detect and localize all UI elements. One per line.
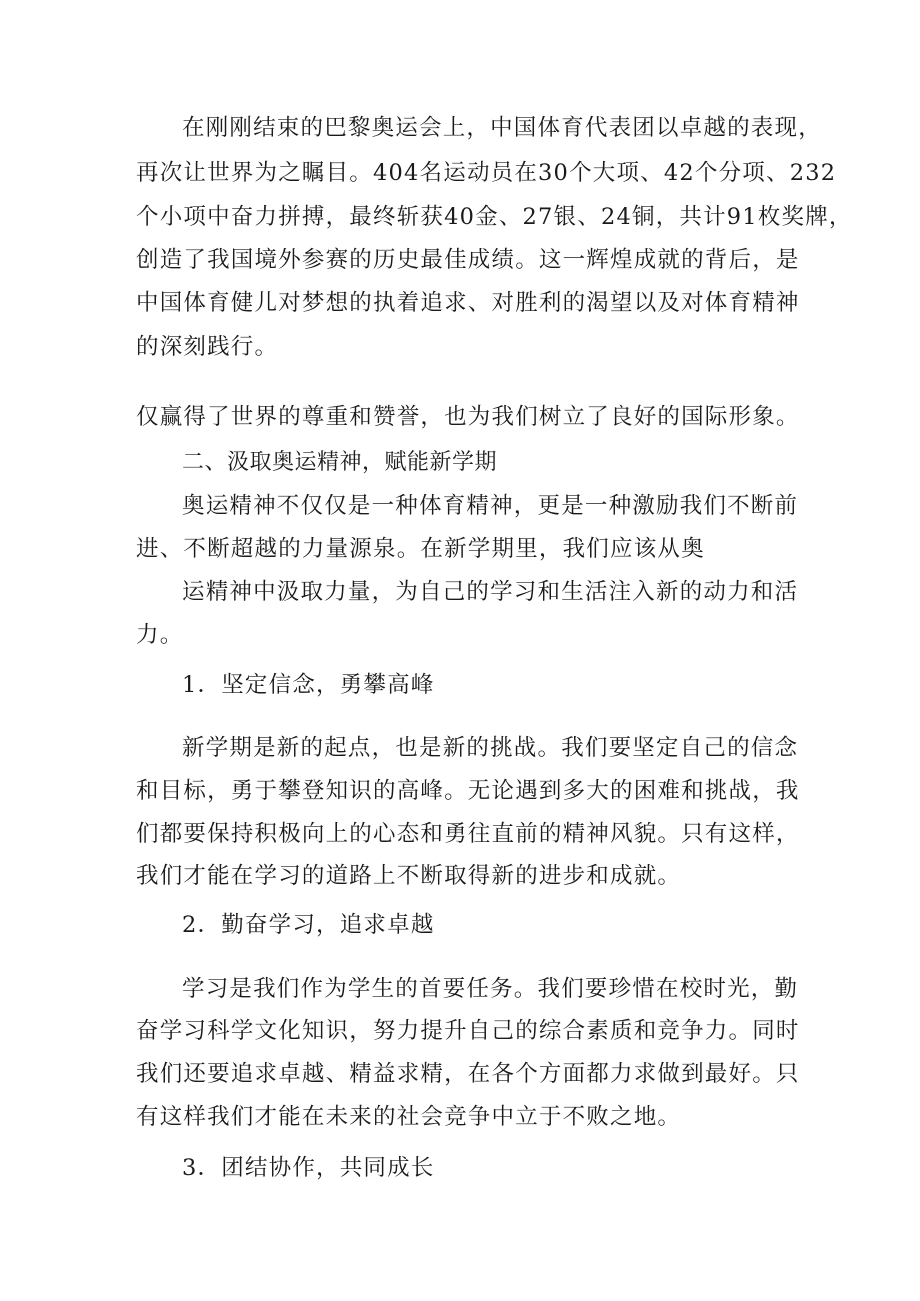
paragraph-line: 奋学习科学文化知识，努力提升自己的综合素质和竞争力。同时 [136, 1018, 800, 1044]
paragraph-line: 学习是我们作为学生的首要任务。我们要珍惜在校时光，勤 [182, 976, 799, 1002]
paragraph-line: 新学期是新的起点，也是新的挑战。我们要坚定自己的信念 [182, 735, 799, 761]
paragraph-line: 再次让世界为之瞩目。404名运动员在30个大项、42个分项、232 [136, 160, 837, 186]
item-heading: 1．坚定信念，勇攀高峰 [182, 672, 435, 698]
paragraph-line: 在刚刚结束的巴黎奥运会上，中国体育代表团以卓越的表现， [182, 115, 822, 141]
item-heading: 2．勤奋学习，追求卓越 [182, 912, 435, 938]
paragraph-line: 们都要保持积极向上的心态和勇往直前的精神风貌。只有这样， [136, 821, 800, 847]
paragraph-line: 有这样我们才能在未来的社会竞争中立于不败之地。 [136, 1104, 682, 1130]
section-heading: 二、汲取奥运精神，赋能新学期 [182, 450, 498, 475]
paragraph-line: 创造了我国境外参赛的历史最佳成绩。这一辉煌成就的背后，是 [136, 247, 800, 273]
paragraph-line: 奥运精神不仅仅是一种体育精神，更是一种激励我们不断前 [182, 493, 799, 519]
paragraph-line: 运精神中汲取力量，为自己的学习和生活注入新的动力和活 [182, 579, 799, 605]
paragraph-line: 我们还要追求卓越、精益求精，在各个方面都力求做到最好。只 [136, 1061, 800, 1087]
paragraph-line: 进、不断超越的力量源泉。在新学期里，我们应该从奥 [136, 536, 705, 562]
paragraph-line: 的深刻践行。 [136, 334, 279, 360]
paragraph-line: 中国体育健儿对梦想的执着追求、对胜利的渴望以及对体育精神 [136, 290, 800, 316]
paragraph-line: 个小项中奋力拼搏，最终斩获40金、27银、24铜，共计91枚奖牌， [136, 204, 853, 230]
item-heading: 3．团结协作，共同成长 [182, 1155, 435, 1181]
paragraph-line: 和目标，勇于攀登知识的高峰。无论遇到多大的困难和挑战，我 [136, 778, 800, 804]
paragraph-line: 力。 [136, 622, 184, 648]
paragraph-line: 我们才能在学习的道路上不断取得新的进步和成就。 [136, 863, 682, 889]
paragraph-line: 仅赢得了世界的尊重和赞誉，也为我们树立了良好的国际形象。 [136, 404, 800, 430]
